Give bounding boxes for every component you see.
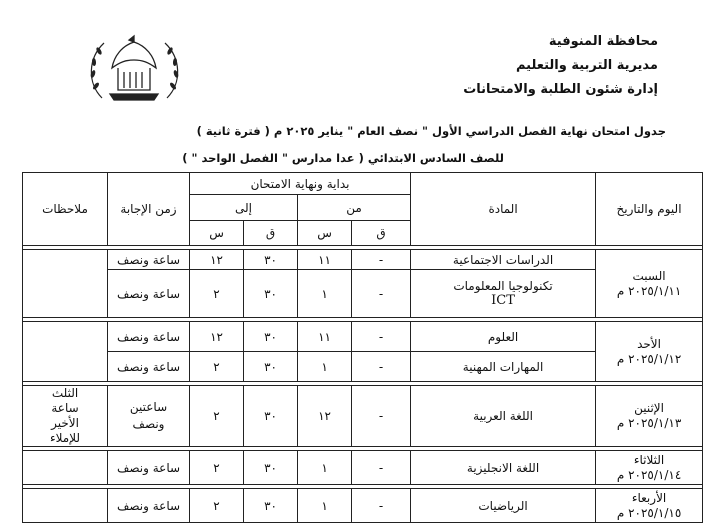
notes-cell xyxy=(23,250,108,318)
subject-cell xyxy=(411,270,596,318)
from-minute-cell: - xyxy=(352,451,411,485)
to-hour-cell: ١٢ xyxy=(190,322,244,352)
from-hour-cell: ١ xyxy=(298,489,352,523)
to-minute-cell: ٣٠ xyxy=(244,322,298,352)
from-minute-cell: - xyxy=(352,352,411,382)
header-to: إلى xyxy=(190,195,298,221)
from-minute-cell: - xyxy=(352,489,411,523)
header-day-date: اليوم والتاريخ xyxy=(596,173,703,246)
subject-cell: اللغة العربية xyxy=(411,386,596,447)
duration-cell: ساعة ونصف xyxy=(108,352,190,382)
header-to-hour: س xyxy=(190,221,244,246)
egypt-eagle-emblem-icon xyxy=(82,28,187,113)
day-date: ٢٠٢٥/١/١٥ م xyxy=(616,505,682,520)
header-from-minute: ق xyxy=(352,221,411,246)
day-name: الإثنين xyxy=(634,401,664,415)
department-label: إدارة شئون الطلبة والامتحانات xyxy=(463,82,658,97)
to-hour-cell: ٢ xyxy=(190,386,244,447)
to-minute-cell: ٣٠ xyxy=(244,451,298,485)
governorate-label: محافظة المنوفية xyxy=(548,34,658,49)
subject-name: تكنولوجيا المعلومات xyxy=(453,279,553,293)
day-cell xyxy=(596,322,703,382)
from-hour-cell: ١ xyxy=(298,352,352,382)
subject-cell: اللغة الانجليزية xyxy=(411,451,596,485)
duration-cell: ساعتين ونصف xyxy=(108,386,190,447)
table-row xyxy=(23,250,703,270)
organization-header xyxy=(463,30,658,102)
duration-cell: ساعة ونصف xyxy=(108,270,190,318)
table-row xyxy=(23,489,703,523)
header-subject: المادة xyxy=(411,173,596,246)
subject-cell: العلوم xyxy=(411,322,596,352)
day-date: ٢٠٢٥/١/١٢ م xyxy=(616,351,682,366)
header-notes: ملاحظات xyxy=(23,173,108,246)
from-minute-cell: - xyxy=(352,322,411,352)
day-cell xyxy=(596,451,703,485)
duration-cell: ساعة ونصف xyxy=(108,322,190,352)
day-date: ٢٠٢٥/١/١٣ م xyxy=(616,416,682,430)
notes-cell xyxy=(23,451,108,485)
duration-cell: ساعة ونصف xyxy=(108,489,190,523)
to-hour-cell: ٢ xyxy=(190,352,244,382)
table-row xyxy=(23,386,703,447)
to-minute-cell: ٣٠ xyxy=(244,386,298,447)
table-row xyxy=(23,322,703,352)
schedule-title: جدول امتحان نهاية الفصل الدراسي الأول " نصف العام " يناير ٢٠٢٥ م ( فترة ثانية ) xyxy=(196,124,666,138)
day-cell xyxy=(596,489,703,523)
day-date: ٢٠٢٥/١/١٤ م xyxy=(616,467,682,482)
to-minute-cell: ٣٠ xyxy=(244,250,298,270)
to-hour-cell: ٢ xyxy=(190,270,244,318)
from-hour-cell: ١١ xyxy=(298,322,352,352)
day-date: ٢٠٢٥/١/١١ م xyxy=(616,283,682,298)
to-minute-cell: ٣٠ xyxy=(244,489,298,523)
from-minute-cell: - xyxy=(352,270,411,318)
notes-cell xyxy=(23,322,108,382)
from-minute-cell: - xyxy=(352,386,411,447)
day-name: الثلاثاء xyxy=(633,452,665,467)
day-name: السبت xyxy=(632,268,666,283)
from-hour-cell: ١٢ xyxy=(298,386,352,447)
from-hour-cell: ١ xyxy=(298,270,352,318)
subject-cell: الرياضيات xyxy=(411,489,596,523)
exam-schedule-table xyxy=(22,172,703,523)
subject-cell: الدراسات الاجتماعية xyxy=(411,250,596,270)
from-hour-cell: ١١ xyxy=(298,250,352,270)
to-minute-cell: ٣٠ xyxy=(244,270,298,318)
schedule-subtitle: للصف السادس الابتدائي ( عدا مدارس " الفصل الواحد " ) xyxy=(182,151,504,165)
to-minute-cell: ٣٠ xyxy=(244,352,298,382)
from-minute-cell: - xyxy=(352,250,411,270)
notes-cell xyxy=(23,489,108,523)
day-cell xyxy=(596,250,703,318)
duration-cell: ساعة ونصف xyxy=(108,250,190,270)
notes-cell: الثلث ساعة الأخير للإملاء xyxy=(23,386,108,447)
duration-cell: ساعة ونصف xyxy=(108,451,190,485)
to-hour-cell: ٢ xyxy=(190,489,244,523)
header-from: من xyxy=(298,195,411,221)
from-hour-cell: ١ xyxy=(298,451,352,485)
header-duration: زمن الإجابة xyxy=(108,173,190,246)
day-name: الأربعاء xyxy=(631,490,667,505)
directorate-label: مديرية التربية والتعليم xyxy=(515,58,658,73)
table-row xyxy=(23,451,703,485)
day-cell xyxy=(596,386,703,447)
header-to-minute: ق xyxy=(244,221,298,246)
subject-subname: ICT xyxy=(491,293,515,308)
header-from-hour: س xyxy=(298,221,352,246)
header-exam-window: بداية ونهاية الامتحان xyxy=(190,173,411,195)
day-name: الأحد xyxy=(637,336,661,351)
subject-cell: المهارات المهنية xyxy=(411,352,596,382)
to-hour-cell: ٢ xyxy=(190,451,244,485)
to-hour-cell: ١٢ xyxy=(190,250,244,270)
